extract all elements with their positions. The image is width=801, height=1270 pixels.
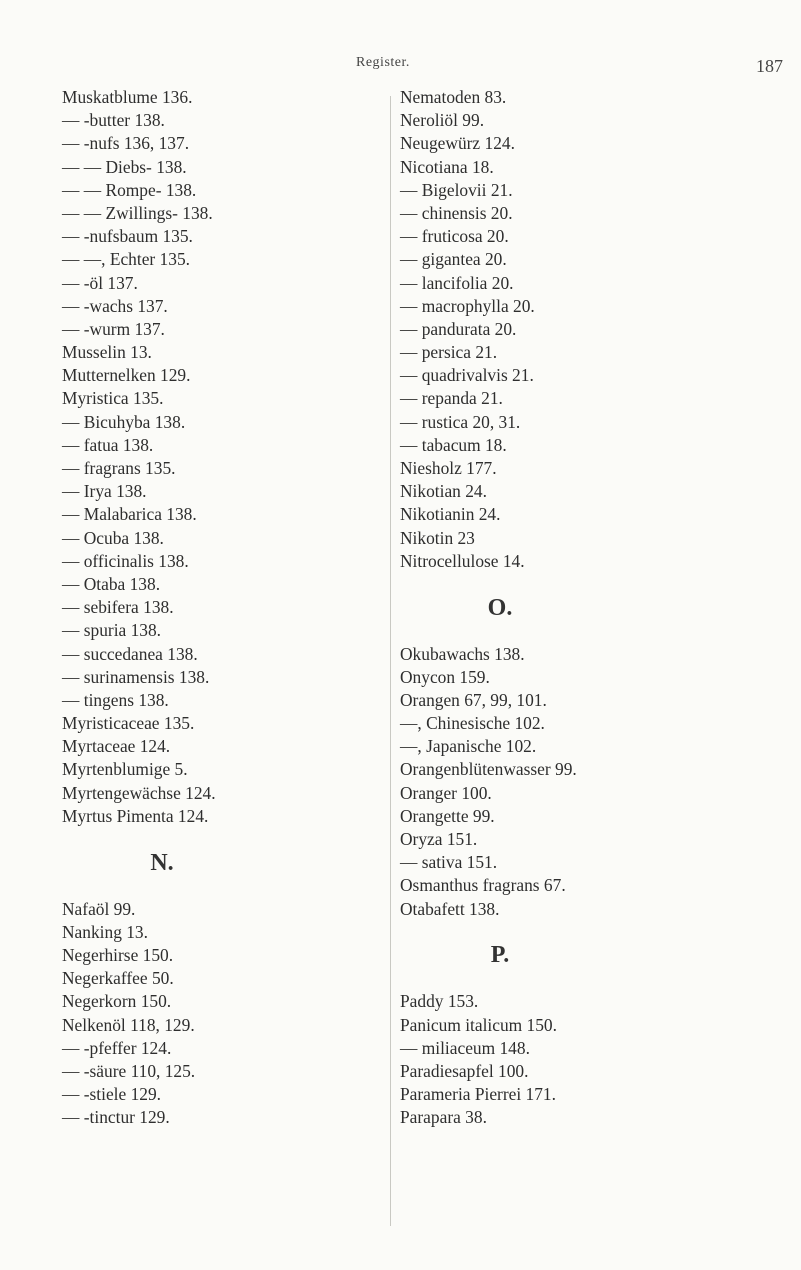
index-entry: — tingens 138. (62, 689, 169, 710)
index-entry: Parameria Pierrei 171. (400, 1084, 556, 1105)
index-entry: — gigantea 20. (400, 249, 507, 270)
index-entry: — — Diebs- 138. (62, 156, 187, 177)
index-entry: — sebifera 138. (62, 597, 174, 618)
index-entry: Musselin 13. (62, 342, 152, 363)
index-entry: — repanda 21. (400, 388, 503, 409)
index-entry: — persica 21. (400, 342, 498, 363)
index-entry: — fatua 138. (62, 434, 154, 455)
index-entry: Osmanthus fragrans 67. (400, 875, 566, 896)
index-entry: — -nufsbaum 135. (62, 226, 193, 247)
index-entry: — Ocuba 138. (62, 527, 164, 548)
index-entry: — — Rompe- 138. (62, 179, 197, 200)
index-entry: — succedanea 138. (62, 643, 198, 664)
index-entry: Okubawachs 138. (400, 643, 525, 664)
index-entry: — pandurata 20. (400, 318, 517, 339)
column-rule (390, 96, 391, 1226)
index-entry: — Irya 138. (62, 481, 147, 502)
index-entry: — -pfeffer 124. (62, 1037, 172, 1058)
index-entry: Nafaöl 99. (62, 898, 136, 919)
index-entry: — miliaceum 148. (400, 1037, 530, 1058)
index-column-left (62, 86, 382, 1129)
index-entry: Paradiesapfel 100. (400, 1060, 529, 1081)
index-entry: — surinamensis 138. (62, 666, 210, 687)
index-entry: — -wachs 137. (62, 295, 168, 316)
index-entry: —, Japanische 102. (400, 736, 537, 757)
index-entry: Myristicaceae 135. (62, 713, 195, 734)
index-entry: Mutternelken 129. (62, 365, 191, 386)
index-entry: Niesholz 177. (400, 458, 497, 478)
index-entry: — -säure 110, 125. (62, 1060, 196, 1081)
index-entry: Panicum italicum 150. (400, 1014, 557, 1035)
index-entry: — fragrans 135. (62, 458, 176, 478)
index-entry: — chinensis 20. (400, 202, 513, 223)
index-entry: — —, Echter 135. (62, 249, 190, 270)
index-entry: Otabafett 138. (400, 898, 500, 919)
index-entry: — Bigelovii 21. (400, 179, 513, 200)
index-entry: Nikotin 23 (400, 527, 475, 548)
index-entry: — Bicuhyba 138. (62, 411, 186, 432)
index-entry: — -nufs 136, 137. (62, 133, 190, 154)
index-entry: Nikotianin 24. (400, 504, 501, 525)
index-entry: Neugewürz 124. (400, 133, 515, 154)
index-entry: Myrtaceae 124. (62, 736, 171, 757)
index-column-right (400, 86, 780, 1129)
index-entry: Nematoden 83. (400, 87, 507, 107)
index-entry: — macrophylla 20. (400, 295, 535, 316)
index-entry: Parapara 38. (400, 1107, 487, 1128)
index-entry: Orangenblütenwasser 99. (400, 759, 577, 780)
index-entry: Nanking 13. (62, 921, 148, 942)
index-entry: — spuria 138. (62, 620, 162, 641)
index-entry: Negerkaffee 50. (62, 968, 174, 989)
index-entry: Oryza 151. (400, 829, 478, 850)
index-entry: — -wurm 137. (62, 318, 165, 339)
index-entry: —, Chinesische 102. (400, 713, 545, 734)
running-head: Register. (356, 55, 410, 70)
page-number: 187 (756, 56, 783, 76)
index-entry: Myristica 135. (62, 388, 164, 409)
section-letter: N. (150, 849, 174, 876)
index-entry: Nikotian 24. (400, 481, 487, 502)
index-entry: Orangen 67, 99, 101. (400, 689, 547, 710)
index-entry: — sativa 151. (400, 852, 498, 873)
index-entry: — fruticosa 20. (400, 226, 509, 247)
index-entry: Orangette 99. (400, 805, 495, 826)
index-entry: Muskatblume 136. (62, 87, 193, 107)
index-entry: Nitrocellulose 14. (400, 550, 525, 571)
section-letter: P. (490, 942, 510, 969)
index-entry: — Otaba 138. (62, 573, 161, 594)
index-entry: Nicotiana 18. (400, 156, 494, 177)
index-entry: Neroliöl 99. (400, 110, 485, 131)
index-entry: — tabacum 18. (400, 434, 507, 455)
index-entry: Onycon 159. (400, 666, 490, 687)
index-entry: — -öl 137. (62, 272, 138, 293)
index-entry: — officinalis 138. (62, 550, 189, 571)
index-entry: Negerhirse 150. (62, 944, 174, 965)
index-entry: Nelkenöl 118, 129. (62, 1014, 195, 1035)
index-entry: Oranger 100. (400, 782, 492, 803)
index-entry: Myrtenblumige 5. (62, 759, 188, 780)
section-letter: O. (487, 594, 513, 621)
index-entry: — -tinctur 129. (62, 1107, 170, 1128)
index-entry: — Malabarica 138. (62, 504, 197, 525)
index-entry: — -stiele 129. (62, 1084, 162, 1105)
index-entry: — -butter 138. (62, 110, 165, 131)
index-entry: Paddy 153. (400, 991, 479, 1012)
index-entry: — — Zwillings- 138. (62, 202, 213, 223)
index-entry: — rustica 20, 31. (400, 411, 521, 432)
index-entry: Myrtus Pimenta 124. (62, 805, 209, 826)
index-entry: Negerkorn 150. (62, 991, 172, 1012)
index-entry: — lancifolia 20. (400, 272, 514, 293)
index-entry: Myrtengewächse 124. (62, 782, 216, 803)
index-entry: — quadrivalvis 21. (400, 365, 534, 386)
